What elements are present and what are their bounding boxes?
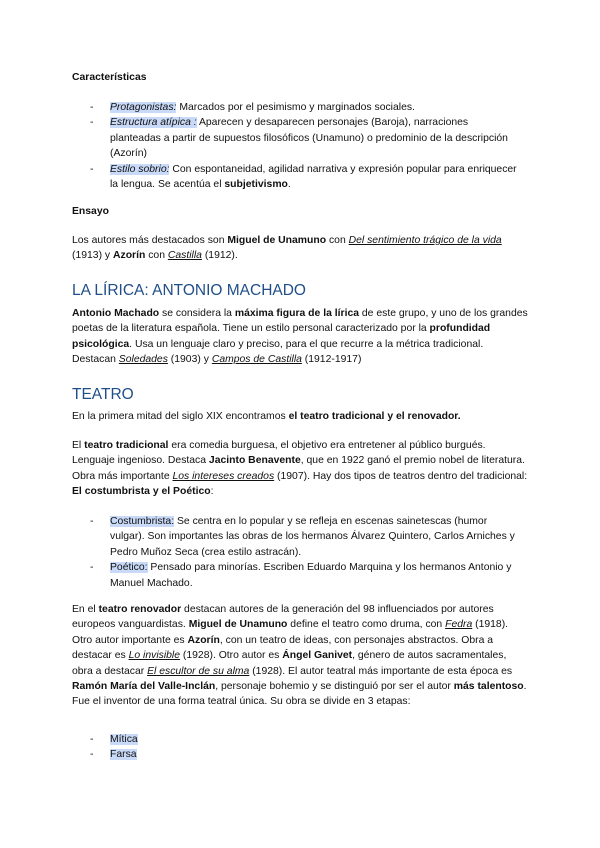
- text: de este grupo, y uno de los grandes poetas de la literatura española. Tiene un estilo personal caracterizado por la: [72, 308, 528, 335]
- author-name: Jacinto Benavente: [208, 455, 301, 467]
- text: (1918). Otro autor importante es: [72, 619, 509, 646]
- list-item: [90, 560, 520, 591]
- author-name: Ángel Ganivet: [282, 650, 353, 662]
- item-text: Pensado para minorías. Escriben Eduardo Marquina y los hermanos Antonio y Manuel Machado.: [110, 562, 512, 589]
- text: :: [210, 486, 214, 498]
- work-title: Lo invisible: [128, 650, 181, 662]
- bold-phrase: el teatro tradicional y el renovador.: [288, 411, 461, 422]
- item-label: Protagonistas:: [110, 102, 177, 113]
- author-name: Miguel de Unamuno: [227, 235, 327, 246]
- ensayo-paragraph: [72, 233, 528, 264]
- text: . Fue el inventor de una forma teatral única. Su obra se divide en 3 etapas:: [72, 681, 527, 708]
- text: se considera la: [159, 308, 235, 319]
- teatro-tipos-list: [90, 514, 520, 591]
- text: En el: [72, 604, 99, 615]
- dash-bullet-icon: -: [90, 117, 94, 129]
- list-item: [90, 100, 520, 115]
- text: (1903) y: [167, 354, 212, 366]
- item-text: Se centra en lo popular y se refleja en escenas sainetescas (humor vulgar). Son importantes las obras de los hermanos Álvarez Quintero, Carlos Arniches y Pedro Muñoz Seca (crea estilo astracán).: [110, 516, 515, 558]
- work-title: Fedra: [445, 619, 473, 631]
- text: con: [145, 250, 168, 262]
- text: En la primera mitad del siglo XIX encontramos: [72, 411, 289, 422]
- item-bold: subjetivismo: [224, 179, 288, 191]
- text: , que en 1922 ganó el premio nobel de literatura. Obra más importante: [72, 455, 525, 482]
- author-name: Antonio Machado: [72, 308, 160, 319]
- bold-phrase: El costumbrista y el Poético: [72, 486, 211, 498]
- teatro-intro: [72, 409, 528, 424]
- text: (1913) y: [72, 250, 114, 262]
- list-item: [90, 747, 520, 762]
- list-item: [90, 162, 520, 193]
- author-name: Azorín: [187, 634, 220, 646]
- text: (1912-1917): [301, 354, 362, 366]
- work-title: El escultor de su alma: [147, 665, 250, 677]
- item-text: Marcados por el pesimismo y marginados sociales.: [176, 102, 415, 113]
- teatro-section-title: TEATRO: [72, 386, 134, 403]
- dash-bullet-icon: -: [90, 102, 94, 113]
- item-end: .: [287, 179, 291, 191]
- author-name: Miguel de Unamuno: [188, 619, 288, 631]
- dash-bullet-icon: -: [90, 749, 94, 761]
- etapas-list: [90, 732, 520, 763]
- ensayo-heading: Ensayo: [72, 206, 109, 217]
- bold-phrase: máxima figura de la lírica: [234, 308, 360, 319]
- text: (1912).: [201, 250, 238, 262]
- dash-bullet-icon: -: [90, 163, 94, 175]
- list-item: [90, 115, 520, 161]
- dash-bullet-icon: -: [90, 516, 94, 527]
- dash-bullet-icon: -: [90, 562, 94, 574]
- item-label: Estructura atípica :: [110, 117, 197, 129]
- work-title: Castilla: [167, 250, 202, 262]
- text: , género de autos sacramentales, obra a destacar: [72, 650, 507, 677]
- work-title: Los intereses creados: [172, 470, 275, 482]
- text: , con un teatro de ideas, con personajes abstractos. Obra a destacar es: [72, 634, 494, 662]
- item-text: Aparecen y desaparecen personajes (Baroja), narraciones planteadas a partir de supuestos filosóficos (Unamuno) o predominio de la descripción (Azorín): [110, 117, 508, 160]
- text: , personaje bohemio y se distinguió por ser el autor: [215, 681, 454, 693]
- bold-phrase: teatro tradicional: [84, 440, 169, 451]
- etapa-label: Farsa: [110, 749, 137, 761]
- text: (1928). El autor teatral más importante de esta época es: [249, 665, 513, 677]
- bold-phrase: más talentoso: [453, 681, 524, 693]
- teatro-tradicional-paragraph: [72, 438, 528, 500]
- list-item: [90, 514, 520, 560]
- bold-phrase: profundidad psicológica: [72, 323, 491, 350]
- text: . Usa un lenguaje claro y preciso, para el que recurre a la métrica tradicional. Destacan: [72, 338, 484, 366]
- text: con: [326, 235, 349, 246]
- text: destacan autores de la generación del 98 influenciados por autores europeos vanguardistas.: [72, 604, 494, 631]
- caracteristicas-list: [90, 100, 520, 192]
- item-label: Poético:: [110, 562, 148, 574]
- author-name: Ramón María del Valle-Inclán: [72, 681, 216, 693]
- work-title: Del sentimiento trágico de la vida: [348, 235, 502, 246]
- list-item: [90, 732, 520, 747]
- text: El: [72, 440, 85, 451]
- etapa-label: Mítica: [110, 734, 138, 745]
- item-text: Con espontaneidad, agilidad narrativa y expresión popular para enriquecer la lengua. Se acentúa el: [110, 163, 517, 191]
- item-label: Estilo sobrio:: [110, 163, 170, 175]
- item-label: Costumbrista:: [110, 516, 175, 527]
- bold-phrase: teatro renovador: [98, 604, 182, 615]
- text: Los autores más destacados son: [72, 235, 228, 246]
- teatro-renovador-paragraph: [72, 602, 528, 710]
- text: (1928). Otro autor es: [180, 650, 283, 662]
- caracteristicas-heading: Características: [72, 72, 147, 83]
- work-title: Campos de Castilla: [211, 354, 302, 366]
- text: define el teatro como druma, con: [287, 619, 446, 631]
- lirica-section-title: LA LÍRICA: ANTONIO MACHADO: [72, 282, 306, 299]
- dash-bullet-icon: -: [90, 734, 94, 745]
- text: era comedia burguesa, el objetivo era entretener al público burgués. Lenguaje ingenioso. Destaca: [72, 440, 486, 467]
- text: (1907). Hay dos tipos de teatros dentro del tradicional:: [274, 470, 528, 482]
- author-name: Azorín: [113, 250, 146, 262]
- work-title: Soledades: [118, 354, 168, 366]
- lirica-paragraph: [72, 306, 528, 368]
